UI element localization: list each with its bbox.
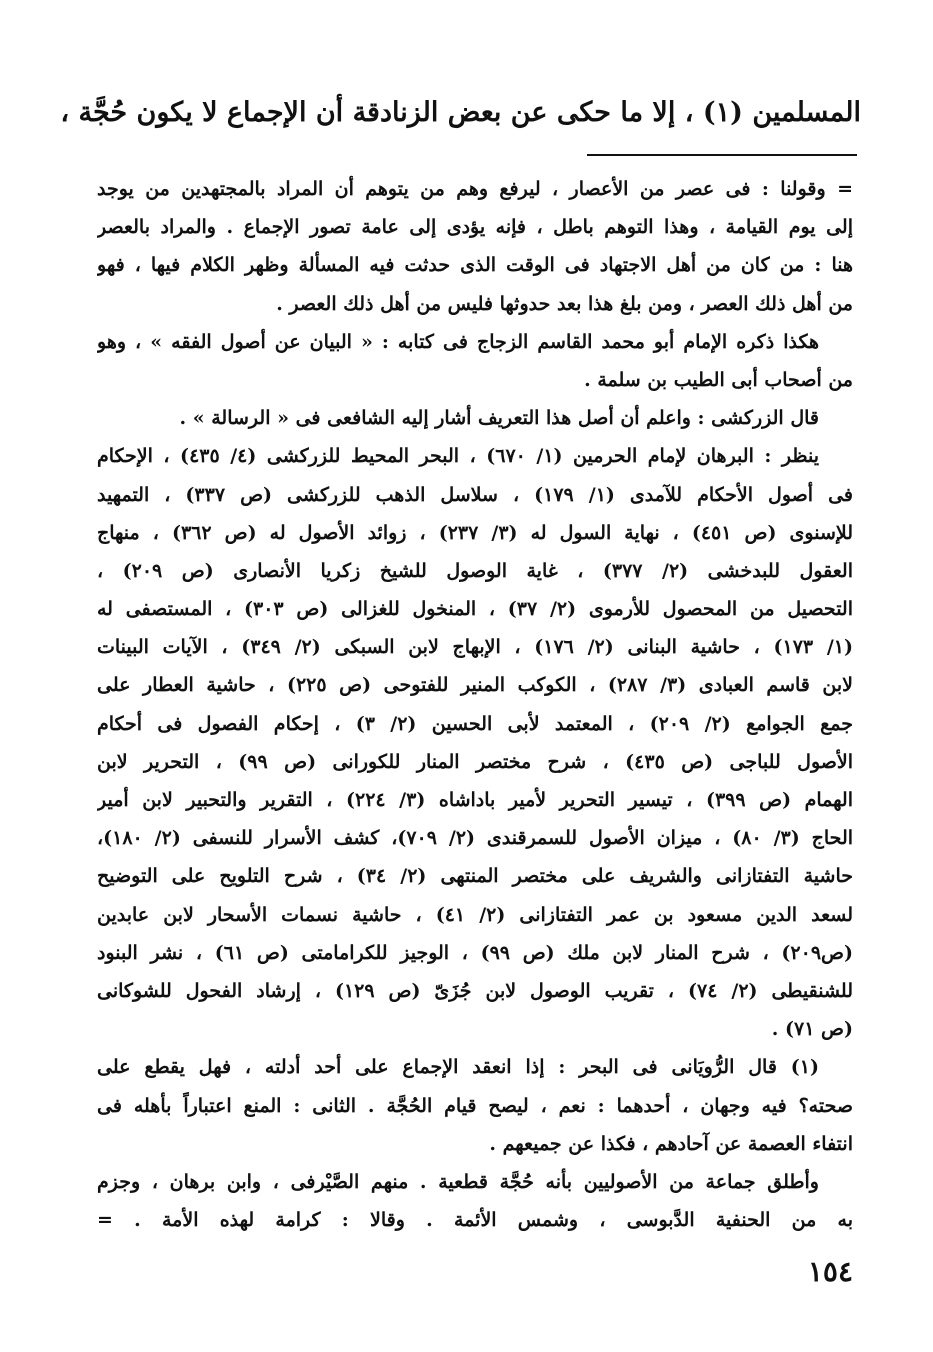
- footnote-line: التحصيل من المحصول للأرموى (٢/ ٣٧) ، المنخول للغزالى (ص ٣٠٣) ، المستصفى له: [97, 598, 853, 621]
- footnote-line: إلى يوم القيامة ، وهذا التوهم باطل ، فإنه يؤدى إلى عامة تصور الإجماع . والمراد بالعصر: [97, 216, 853, 239]
- footnote-line: لسعد الدين مسعود بن عمر التفتازانى (٢/ ٤١) ، حاشية نسمات الأسحار لابن عابدين: [97, 903, 853, 926]
- footnote-line: (١) قال الرُّويَانى فى البحر : إذا انعقد الإجماع على أحد أدلته ، فهل يقطع على: [97, 1056, 819, 1079]
- footnotes-block: [97, 170, 853, 1239]
- footnote-line: للشنقيطى (٢/ ٧٤) ، تقريب الوصول لابن جُزَىّ (ص ١٢٩) ، إرشاد الفحول للشوكانى: [97, 979, 853, 1002]
- footnote-line: صحته؟ فيه وجهان ، أحدهما : نعم ، ليصح قيام الحُجَّة . الثانى : المنع اعتباراً بأهله فى: [97, 1094, 853, 1117]
- footnote-line: جمع الجوامع (٢/ ٢٠٩) ، المعتمد لأبى الحسين (٢/ ٣) ، إحكام الفصول فى أحكام: [97, 712, 853, 735]
- footnote-line: انتفاء العصمة عن آحادهم ، فكذا عن جميعهم .: [489, 1132, 853, 1155]
- footnote-line: الهمام (ص ٣٩٩) ، تيسير التحرير لأمير باداشاه (٣/ ٢٢٤) ، التقرير والتحبير لابن أمير: [97, 789, 853, 811]
- footnote-line: من أصحاب أبى الطيب بن سلمة .: [584, 368, 853, 391]
- footnote-line: من أهل ذلك العصر ، ومن بلغ هذا بعد حدوثها فليس من أهل ذلك العصر .: [276, 292, 853, 315]
- footnote-line: هكذا ذكره الإمام أبو محمد القاسم الزجاج فى كتابه : « البيان عن أصول الفقه » ، وهو: [97, 330, 819, 353]
- footnote-line: = وقولنا : فى عصر من الأعصار ، ليرفع وهم من يتوهم أن المراد بالمجتهدين من يوجد: [97, 178, 853, 200]
- footnote-line: (ص ٧١) .: [771, 1018, 853, 1041]
- footnote-line: (ص٢٠٩) ، شرح المنار لابن ملك (ص ٩٩) ، الوجيز للكرامامتى (ص ٦١) ، نشر البنود: [97, 941, 853, 964]
- footnote-line: العقول للبدخشى (٢/ ٣٧٧) ، غاية الوصول للشيخ زكريا الأنصارى (ص ٢٠٩) ،: [97, 559, 853, 582]
- footnote-line: للإسنوى (ص ٤٥١) ، نهاية السول له (٣/ ٢٣٧) ، زوائد الأصول له (ص ٣٦٢) ، منهاج: [97, 521, 853, 544]
- page-number: ١٥٤: [807, 1255, 853, 1288]
- footnote-line: (١/ ١٧٣) ، حاشية البنانى (٢/ ١٧٦) ، الإبهاج لابن السبكى (٢/ ٣٤٩) ، الآيات البينات: [97, 636, 853, 659]
- footnote-line: حاشية التفتازانى والشريف على مختصر المنتهى (٢/ ٣٤) ، شرح التلويح على التوضيح: [97, 865, 853, 888]
- footnote-line: ينظر : البرهان لإمام الحرمين (١/ ٦٧٠) ، البحر المحيط للزركشى (٤/ ٤٣٥) ، الإحكام: [97, 445, 819, 468]
- footnote-line: قال الزركشى : واعلم أن أصل هذا التعريف أشار إليه الشافعى فى « الرسالة » .: [179, 407, 819, 430]
- main-text-line: المسلمين (١) ، إلا ما حكى عن بعض الزنادقة أن الإجماع لا يكون حُجَّة ،: [60, 97, 861, 128]
- footnote-line: به من الحنفية الدَّبوسى ، وشمس الأئمة . وقالا : كرامة لهذه الأمة . =: [97, 1209, 853, 1232]
- footnote-separator: [587, 154, 857, 156]
- footnote-line: لابن قاسم العبادى (٣/ ٢٨٧) ، الكوكب المنير للفتوحى (ص ٢٢٥) ، حاشية العطار على: [97, 674, 853, 697]
- footnote-line: وأطلق جماعة من الأصوليين بأنه حُجَّة قطعية . منهم الصَّيْرفى ، وابن برهان ، وجزم: [97, 1170, 819, 1193]
- footnote-line: فى أصول الأحكام للآمدى (١/ ١٧٩) ، سلاسل الذهب للزركشى (ص ٣٣٧) ، التمهيد: [97, 483, 853, 506]
- footnote-line: الأصول للباجى (ص ٤٣٥) ، شرح مختصر المنار للكورانى (ص ٩٩) ، التحرير لابن: [97, 750, 853, 773]
- footnote-line: الحاج (٣/ ٨٠) ، ميزان الأصول للسمرقندى (٢/ ٧٠٩)، كشف الأسرار للنسفى (٢/ ١٨٠)،: [97, 827, 853, 850]
- footnote-line: هنا : من كان من أهل الاجتهاد فى الوقت الذى حدثت فيه المسألة وظهر الكلام فيها ، فهو: [97, 254, 853, 277]
